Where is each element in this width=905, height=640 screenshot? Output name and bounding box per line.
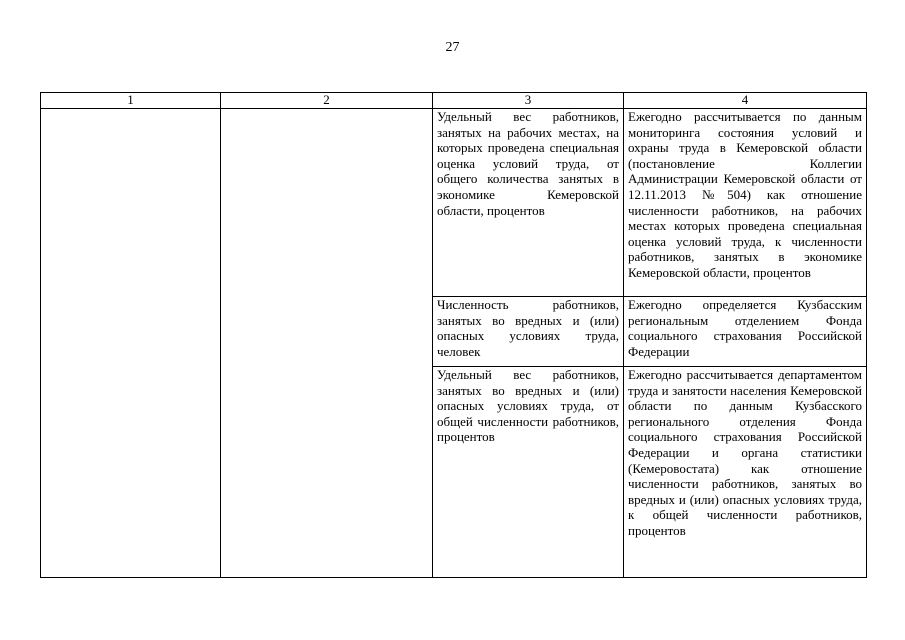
calculation-method-cell: Ежегодно определяется Кузбасским региональным отделением Фонда социального страхования Российской Федерации — [624, 297, 867, 367]
indicator-cell: Численность работников, занятых во вредных и (или) опасных условиях труда, человек — [433, 297, 624, 367]
empty-cell-col1 — [41, 109, 221, 578]
calculation-method-cell: Ежегодно рассчитывается по данным мониторинга состояния условий и охраны труда в Кемеровской области (постановление Коллегии Администрации Кемеровской области от 12.11.2013 №504) как отношение численности работников, на рабочих местах которых проведена специальная оценка условий труда, к численности работников, занятых в экономике Кемеровской области, процентов — [624, 109, 867, 297]
calculation-method-cell: Ежегодно рассчитывается департаментом труда и занятости населения Кемеровской области по данным Кузбасского регионального отделения Фонда социального страхования Российской Федерации и органа статистики (Кемеровостата) как отношение численности работников, занятых во вредных и (или) опасных условиях труда, к общей численности работников, процентов — [624, 367, 867, 578]
indicator-cell: Удельный вес работников, занятых во вредных и (или) опасных условиях труда, от общей численности работников, процентов — [433, 367, 624, 578]
column-header-1: 1 — [41, 93, 221, 109]
table-row — [41, 109, 867, 297]
indicator-cell: Удельный вес работников, занятых на рабочих местах, на которых проведена специальная оценка условий труда, от общего количества занятых в экономике Кемеровской области, процентов — [433, 109, 624, 297]
column-header-3: 3 — [433, 93, 624, 109]
empty-cell-col2 — [221, 109, 433, 578]
page-number: 27 — [445, 40, 460, 55]
indicators-table — [40, 92, 867, 578]
table-header-row — [41, 93, 867, 109]
column-header-4: 4 — [624, 93, 867, 109]
column-header-2: 2 — [221, 93, 433, 109]
